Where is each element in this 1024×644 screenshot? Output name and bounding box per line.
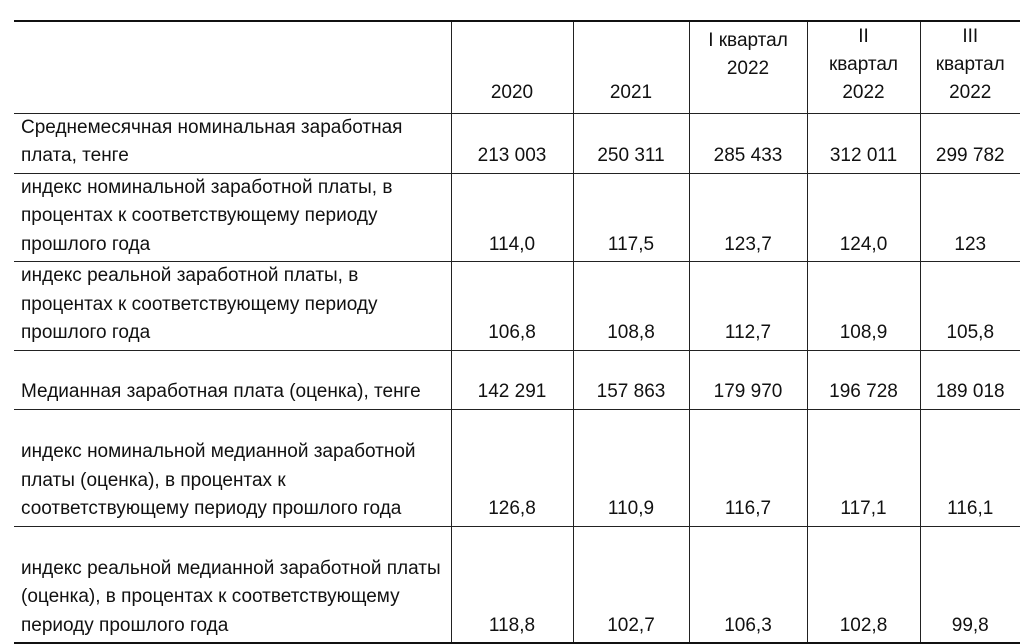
cell-value: 116,7 [689, 409, 807, 526]
cell-value: 112,7 [689, 262, 807, 351]
row-label: индекс номинальной заработной платы, в процентах к соответствующему периоду прошлого года [14, 173, 451, 262]
cell-value: 118,8 [451, 526, 573, 643]
cell-value: 179 970 [689, 350, 807, 409]
cell-value: 108,8 [573, 262, 689, 351]
cell-value: 114,0 [451, 173, 573, 262]
cell-value: 99,8 [920, 526, 1020, 643]
cell-value: 312 011 [807, 113, 920, 173]
cell-value: 142 291 [451, 350, 573, 409]
table-row [14, 262, 1020, 351]
cell-value: 105,8 [920, 262, 1020, 351]
table-row [14, 113, 1020, 173]
header-q2-2022: II квартал 2022 [807, 21, 920, 113]
row-label: индекс номинальной медианной заработной платы (оценка), в процентах к соответствующему периоду прошлого года [14, 409, 451, 526]
table-row [14, 350, 1020, 409]
cell-value: 116,1 [920, 409, 1020, 526]
cell-value: 196 728 [807, 350, 920, 409]
header-q1-2022: I квартал 2022 [689, 21, 807, 113]
cell-value: 102,7 [573, 526, 689, 643]
cell-value: 102,8 [807, 526, 920, 643]
cell-value: 117,5 [573, 173, 689, 262]
cell-value: 117,1 [807, 409, 920, 526]
cell-value: 299 782 [920, 113, 1020, 173]
cell-value: 285 433 [689, 113, 807, 173]
cell-value: 123,7 [689, 173, 807, 262]
cell-value: 250 311 [573, 113, 689, 173]
table-row [14, 526, 1020, 643]
cell-value: 106,8 [451, 262, 573, 351]
cell-value: 157 863 [573, 350, 689, 409]
header-q3-2022: III квартал 2022 [920, 21, 1020, 113]
cell-value: 213 003 [451, 113, 573, 173]
cell-value: 189 018 [920, 350, 1020, 409]
cell-value: 123 [920, 173, 1020, 262]
row-label: индекс реальной заработной платы, в процентах к соответствующему периоду прошлого года [14, 262, 451, 351]
cell-value: 126,8 [451, 409, 573, 526]
wage-table-container [14, 20, 1020, 644]
row-label: Среднемесячная номинальная заработная плата, тенге [14, 113, 451, 173]
table-row [14, 409, 1020, 526]
header-2021: 2021 [573, 21, 689, 113]
table-header-row [14, 21, 1020, 113]
row-label: Медианная заработная плата (оценка), тенге [14, 350, 451, 409]
cell-value: 106,3 [689, 526, 807, 643]
row-label: индекс реальной медианной заработной платы (оценка), в процентах к соответствующему периоду прошлого года [14, 526, 451, 643]
cell-value: 110,9 [573, 409, 689, 526]
wage-statistics-table [14, 20, 1020, 644]
cell-value: 108,9 [807, 262, 920, 351]
header-corner-cell [14, 21, 451, 113]
cell-value: 124,0 [807, 173, 920, 262]
table-row [14, 173, 1020, 262]
header-2020: 2020 [451, 21, 573, 113]
